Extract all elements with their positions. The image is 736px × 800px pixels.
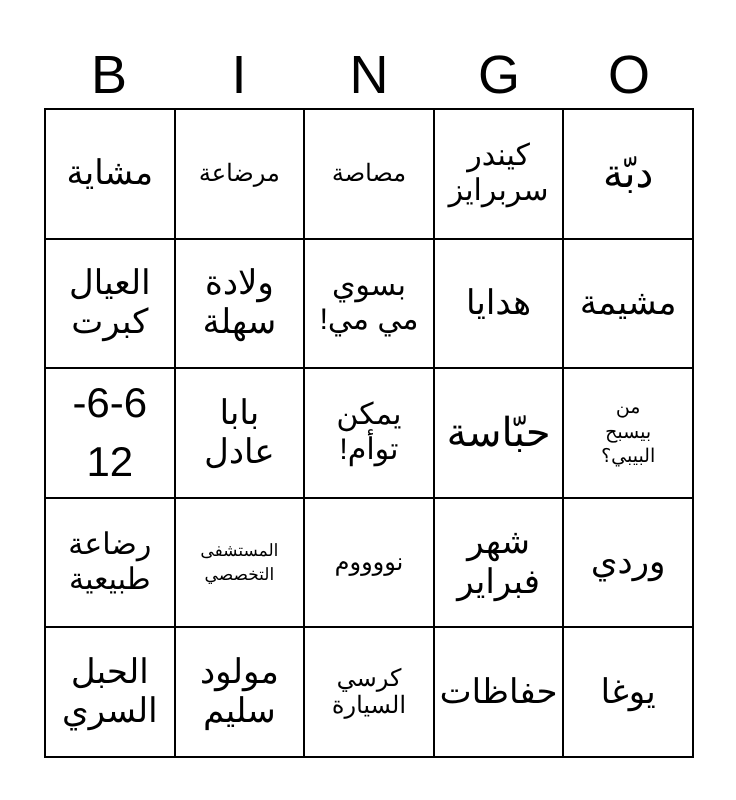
header-letter-g: G (477, 45, 520, 105)
grid-row (46, 628, 694, 758)
cell-label: بسوي !مي مي (319, 268, 419, 337)
cell-label: يمكن !توأم (336, 398, 402, 466)
header-letter-n: N (349, 45, 389, 105)
bingo-cell[interactable] (176, 240, 306, 370)
bingo-cell[interactable] (46, 499, 176, 629)
bingo-cell[interactable] (176, 628, 306, 758)
cell-label: كيندر سربرايز (448, 139, 549, 207)
cell-label: رضاعة طبيعية (68, 528, 152, 596)
bingo-cell[interactable] (46, 369, 176, 499)
bingo-cell[interactable] (435, 110, 565, 240)
cell-label: حبّاسة (446, 410, 551, 455)
header-letter-o: O (607, 45, 650, 105)
cell-label: كرسي السيارة (331, 664, 407, 720)
bingo-cell[interactable] (46, 240, 176, 370)
cell-label: بابا عادل (204, 393, 275, 471)
bingo-cell[interactable] (305, 499, 435, 629)
cell-label: مصاصة (331, 160, 407, 187)
cell-label: يوغا (600, 672, 656, 711)
cell-label: نووووم (334, 548, 404, 576)
header-letter-i: I (231, 45, 247, 105)
cell-label: وردي (590, 543, 666, 582)
bingo-cell[interactable] (46, 110, 176, 240)
grid-row (46, 110, 694, 240)
cell-label: حفاظات (439, 672, 558, 711)
grid-row (46, 499, 694, 629)
grid-row (46, 369, 694, 499)
bingo-cell[interactable] (176, 369, 306, 499)
bingo-cell[interactable] (435, 240, 565, 370)
bingo-cell[interactable] (305, 110, 435, 240)
cell-label: هدايا (466, 283, 532, 322)
cell-label: المستشفى التخصصي (200, 540, 279, 584)
bingo-cell[interactable] (564, 110, 694, 240)
bingo-cell[interactable] (564, 499, 694, 629)
bingo-cell[interactable] (564, 628, 694, 758)
bingo-cell[interactable] (435, 499, 565, 629)
cell-label: دبّة (602, 151, 654, 196)
cell-label: مشيمة (579, 283, 677, 322)
cell-label: الحبل السري (62, 653, 158, 731)
cell-label: -6-6 12 (72, 379, 148, 485)
bingo-cell[interactable] (305, 628, 435, 758)
cell-label: مولود سليم (199, 653, 279, 731)
header-letter-b: B (90, 45, 128, 105)
bingo-grid (44, 108, 694, 758)
cell-label: ولادة سهلة (202, 264, 277, 342)
grid-row (46, 240, 694, 370)
bingo-header (44, 44, 694, 106)
bingo-cell[interactable] (305, 369, 435, 499)
bingo-cell[interactable] (46, 628, 176, 758)
bingo-cell[interactable] (305, 240, 435, 370)
cell-label: شهر فبراير (457, 523, 541, 601)
cell-label: العيال كبرت (69, 264, 151, 342)
bingo-cell[interactable] (176, 499, 306, 629)
bingo-cell[interactable] (435, 628, 565, 758)
bingo-cell[interactable] (176, 110, 306, 240)
bingo-cell[interactable] (435, 369, 565, 499)
cell-label: من بيسبح البيبي؟ (601, 396, 656, 468)
bingo-cell[interactable] (564, 369, 694, 499)
bingo-cell[interactable] (564, 240, 694, 370)
cell-label: مشاية (66, 154, 154, 193)
cell-label: مرضاعة (198, 160, 280, 187)
